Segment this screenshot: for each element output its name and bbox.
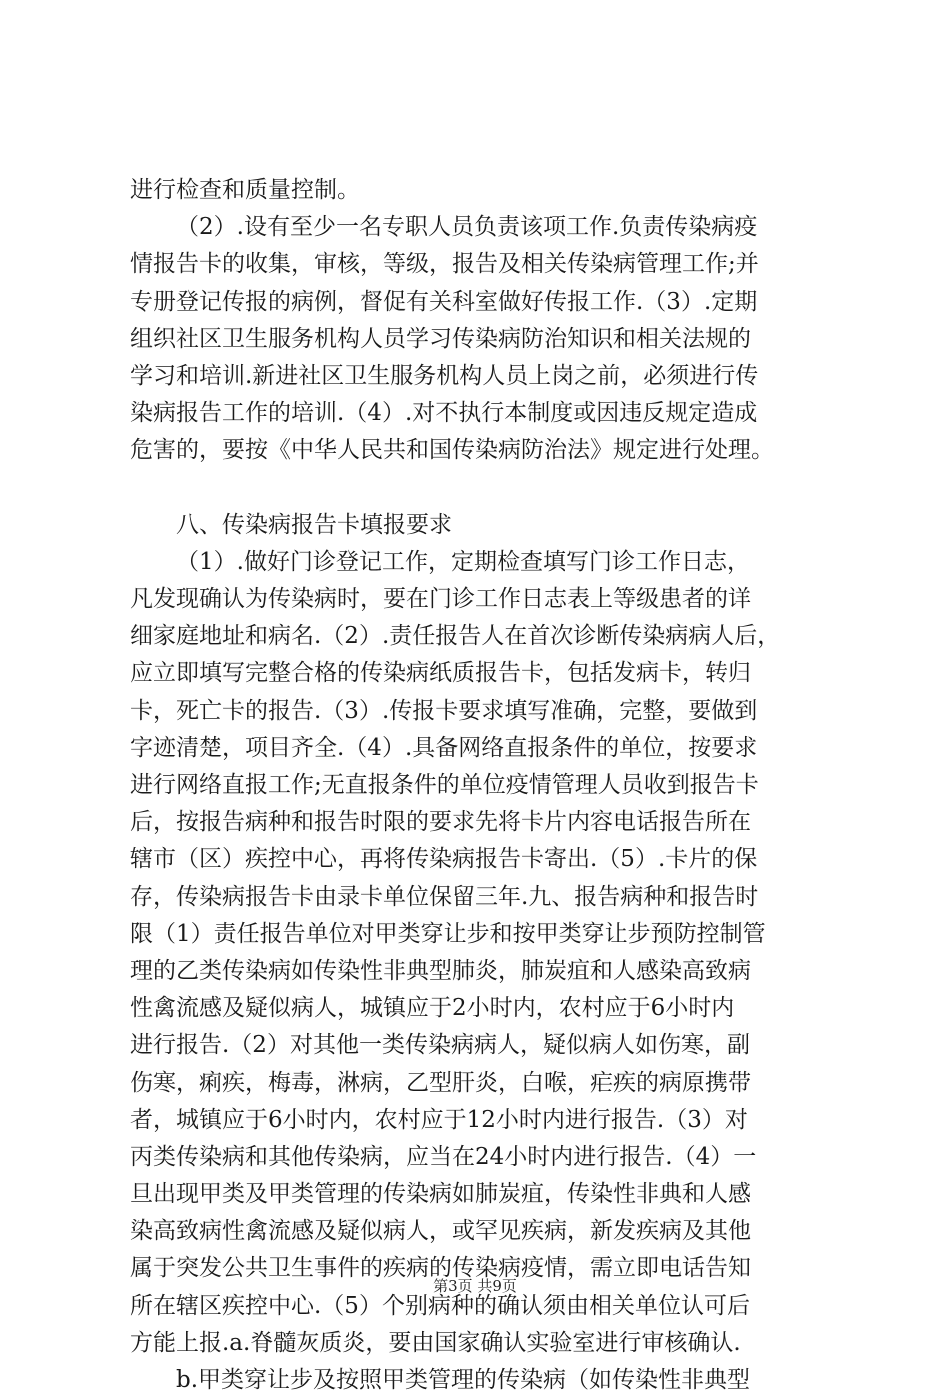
text-line: 者，城镇应于6小时内，农村应于12小时内进行报告.（3）对 (130, 1106, 748, 1133)
text-line: b.甲类穿让步及按照甲类管理的传染病（如传染性非典型 (176, 1367, 751, 1393)
text-line: 进行检查和质量控制。 (130, 177, 360, 203)
text-line: 组织社区卫生服务机构人员学习传染病防治知识和相关法规的 (130, 325, 751, 352)
text-line: 专册登记传报的病例，督促有关科室做好传报工作.（3）.定期 (130, 288, 758, 315)
text-line: 进行网络直报工作;无直报条件的单位疫情管理人员收到报告卡 (130, 772, 759, 798)
page-footer: 第3页 共9页 (433, 1277, 517, 1295)
text-line: 情报告卡的收集，审核，等级，报告及相关传染病管理工作;并 (130, 251, 759, 278)
text-line: 危害的，要按《中华人民共和国传染病防治法》规定进行处理。 (130, 437, 774, 464)
text-line: 应立即填写完整合格的传染病纸质报告卡，包括发病卡，转归 (130, 660, 751, 687)
text-line: 染病报告工作的培训.（4）.对不执行本制度或因违反规定造成 (130, 400, 758, 427)
text-line: 后，按报告病种和报告时限的要求先将卡片内容电话报告所在 (130, 809, 751, 836)
paragraph-gap (130, 470, 840, 507)
text-line: 所在辖区疾控中心.（5）个别病种的确认须由相关单位认可后 (130, 1292, 750, 1319)
text-line: 属于突发公共卫生事件的疾病的传染病疫情，需立即电话告知 (130, 1255, 751, 1282)
document-body (130, 172, 840, 1399)
text-line: （2）.设有至少一名专职人员负责该项工作.负责传染病疫 (176, 214, 758, 241)
text-line: 伤寒，痢疾，梅毒，淋病，乙型肝炎，白喉，疟疾的病原携带 (130, 1069, 751, 1096)
text-line: 卡，死亡卡的报告.（3）.传报卡要求填写准确，完整，要做到 (130, 697, 758, 724)
text-line: 丙类传染病和其他传染病，应当在24小时内进行报告.（4）一 (130, 1143, 757, 1170)
text-line: （1）.做好门诊登记工作，定期检查填写门诊工作日志， (176, 548, 750, 575)
text-line: 存，传染病报告卡由录卡单位保留三年.九、报告病种和报告时 (130, 883, 759, 910)
text-line: 性禽流感及疑似病人，城镇应于2小时内，农村应于6小时内 (130, 995, 735, 1022)
text-line: 细家庭地址和病名.（2）.责任报告人在首次诊断传染病病人后， (130, 623, 781, 650)
section-heading: 八、传染病报告卡填报要求 (176, 511, 452, 538)
text-line: 理的乙类传染病如传染性非典型肺炎，肺炭疽和人感染高致病 (130, 957, 751, 984)
text-line: 方能上报.a.脊髓灰质炎，要由国家确认实验室进行审核确认. (130, 1329, 741, 1356)
text-line: 辖市（区）疾控中心，再将传染病报告卡寄出.（5）.卡片的保 (130, 846, 758, 873)
text-line: 染高致病性禽流感及疑似病人，或罕见疾病，新发疾病及其他 (130, 1218, 751, 1245)
text-line: 学习和培训.新进社区卫生服务机构人员上岗之前，必须进行传 (130, 362, 759, 389)
text-line: 进行报告.（2）对其他一类传染病病人，疑似病人如伤寒，副 (130, 1032, 750, 1059)
text-line: 限（1）责任报告单位对甲类穿让步和按甲类穿让步预防控制管 (130, 920, 766, 947)
text-line: 旦出现甲类及甲类管理的传染病如肺炭疽，传染性非典和人感 (130, 1181, 751, 1208)
text-line: 凡发现确认为传染病时，要在门诊工作日志表上等级患者的详 (130, 586, 751, 613)
text-line: 字迹清楚，项目齐全.（4）.具备网络直报条件的单位，按要求 (130, 734, 758, 761)
